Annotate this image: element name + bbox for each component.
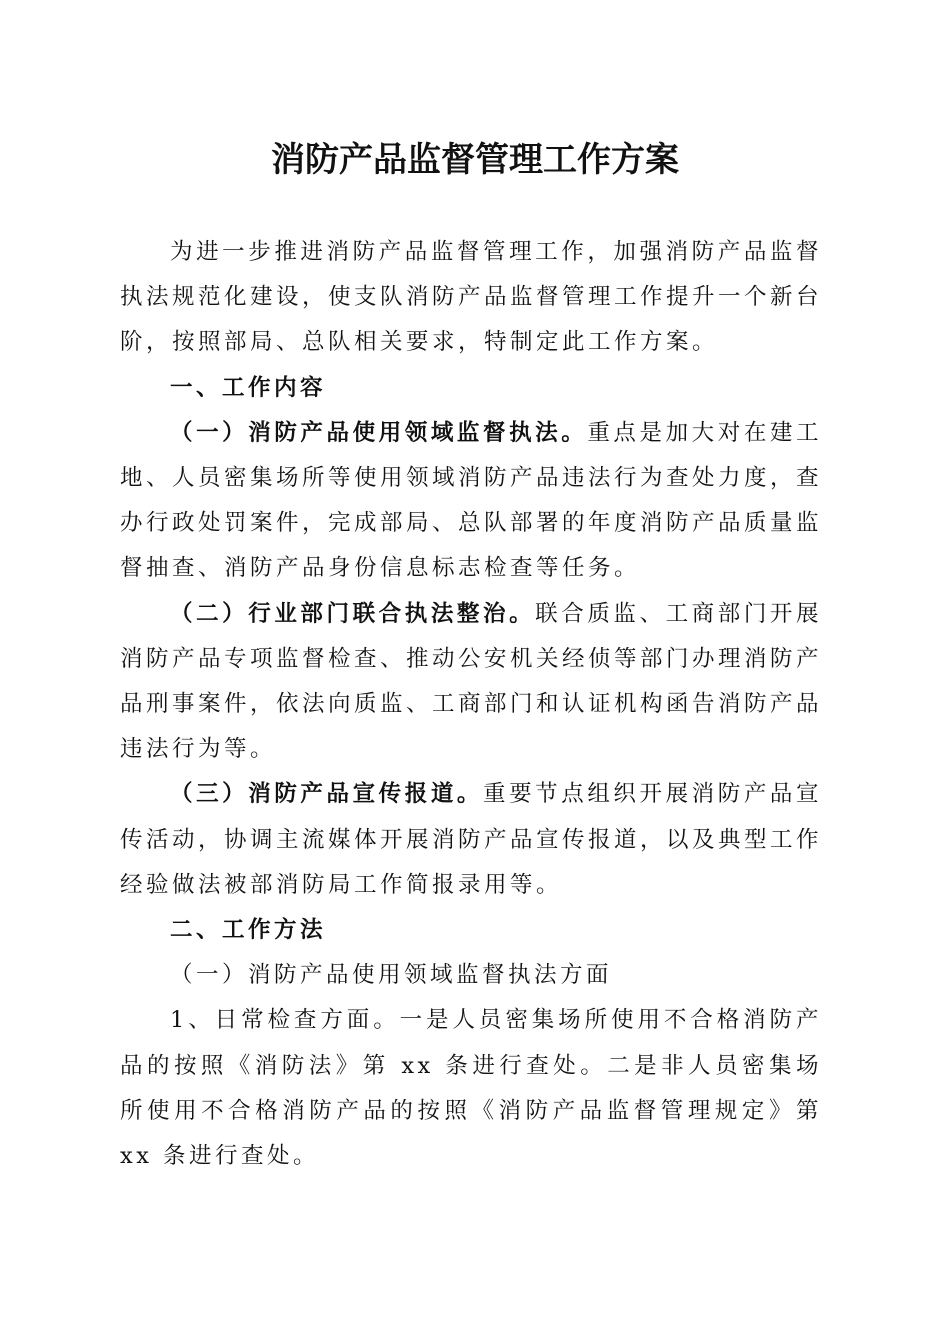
- section-1-item-3-text: 重要节点组织开展消防产品宣传活动，协调主流媒体开展消防产品宣传报道，以及典型工作经验做法被部消防局工作简报录用等。: [120, 781, 823, 898]
- section-1-item-1: [120, 411, 822, 592]
- section-1-item-2: [120, 592, 822, 773]
- section-2-item-1: 1、日常检查方面。一是人员密集场所使用不合格消防产品的按照《消防法》第 xx 条进行查处。二是非人员密集场所使用不合格消防产品的按照《消防产品监督管理规定》第 xx 条进行查处。: [120, 1007, 822, 1170]
- section-1-item-3-lead: （三）消防产品宣传报道。: [170, 781, 483, 808]
- section-1-item-2-lead: （二）行业部门联合执法整治。: [170, 600, 536, 627]
- section-1-item-1-text: 重点是加大对在建工地、人员密集场所等使用领域消防产品违法行为查处力度，查办行政处罚案件，完成部局、总队部署的年度消防产品质量监督抽查、消防产品身份信息标志检查等任务。: [120, 419, 823, 582]
- section-2-heading: 二、工作方法: [170, 917, 327, 944]
- document-title: 消防产品监督管理工作方案: [271, 140, 679, 180]
- section-1-item-1-lead: （一）消防产品使用领域监督执法。: [170, 419, 588, 446]
- section-2-sub-heading: （一）消防产品使用领域监督执法方面: [170, 962, 613, 989]
- section-1-item-2-text: 联合质监、工商部门开展消防产品专项监督检查、推动公安机关经侦等部门办理消防产品刑事案件，依法向质监、工商部门和认证机构函告消防产品违法行为等。: [120, 600, 823, 763]
- document-body: [120, 230, 822, 1179]
- section-1-heading: 一、工作内容: [170, 374, 327, 401]
- section-1-item-3: [120, 772, 822, 908]
- intro-paragraph: 为进一步推进消防产品监督管理工作，加强消防产品监督执法规范化建设，使支队消防产品监督管理工作提升一个新台阶，按照部局、总队相关要求，特制定此工作方案。: [120, 239, 823, 356]
